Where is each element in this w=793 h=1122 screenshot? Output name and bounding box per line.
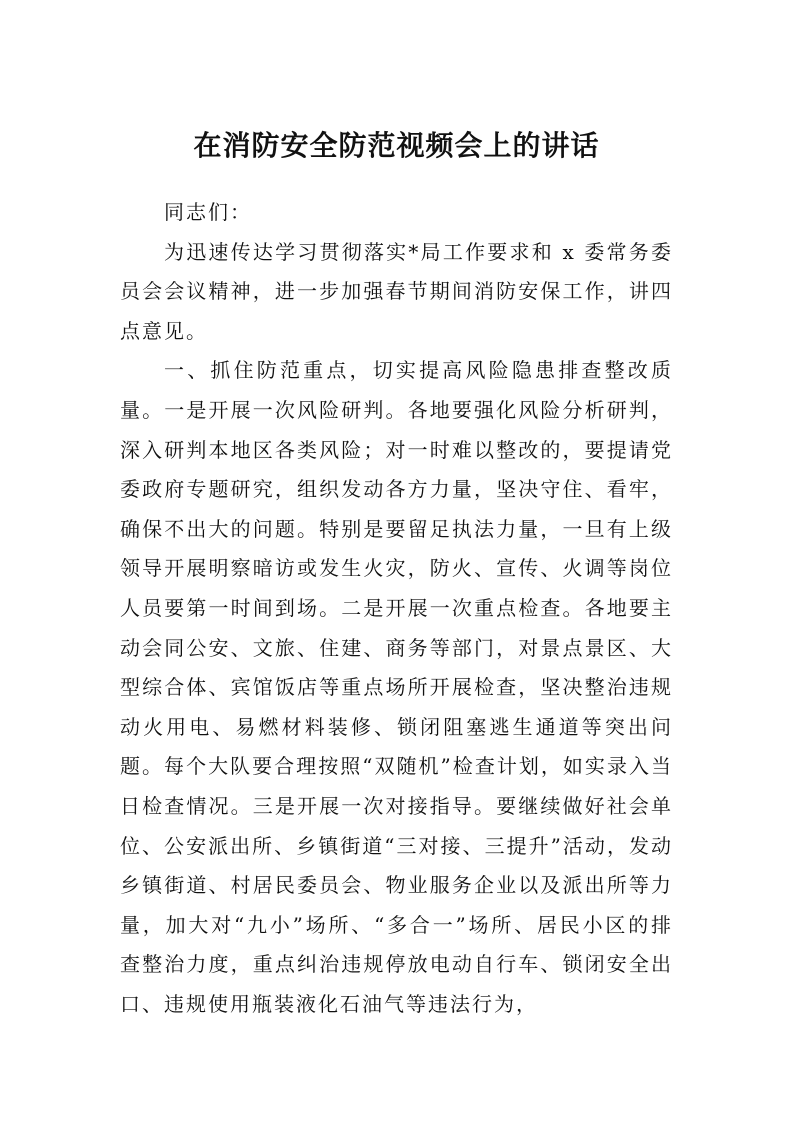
section-one-paragraph: 一、抓住防范重点，切实提高风险隐患排查整改质量。一是开展一次风险研判。各地要强化风险分析研判，深入研判本地区各类风险；对一时难以整改的，要提请党委政府专题研究，组织发动各方力量，坚决守住、看牢，确保不出大的问题。特别是要留足执法力量，一旦有上级领导开展明察暗访或发生火灾，防火、宣传、火调等岗位人员要第一时间到场。二是开展一次重点检查。各地要主动会同公安、文旅、住建、商务等部门，对景点景区、大型综合体、宾馆饭店等重点场所开展检查，坚决整治违规动火用电、易燃材料装修、锁闭阻塞逃生通道等突出问题。每个大队要合理按照“双随机”检查计划，如实录入当日检查情况。三是开展一次对接指导。要继续做好社会单位、公安派出所、乡镇街道“三对接、三提升”活动，发动乡镇街道、村居民委员会、物业服务企业以及派出所等力量，加大对“九小”场所、“多合一”场所、居民小区的排查整治力度，重点纠治违规停放电动自行车、锁闭安全出口、违规使用瓶装液化石油气等违法行为，	[120, 358, 673, 1016]
intro-paragraph: 为迅速传达学习贯彻落实*局工作要求和 x 委常务委员会会议精神，进一步加强春节期间消防安保工作，讲四点意见。	[120, 239, 673, 343]
salutation-paragraph: 同志们：	[164, 200, 252, 224]
document-body	[120, 193, 673, 1024]
document-title: 在消防安全防范视频会上的讲话	[193, 129, 600, 162]
